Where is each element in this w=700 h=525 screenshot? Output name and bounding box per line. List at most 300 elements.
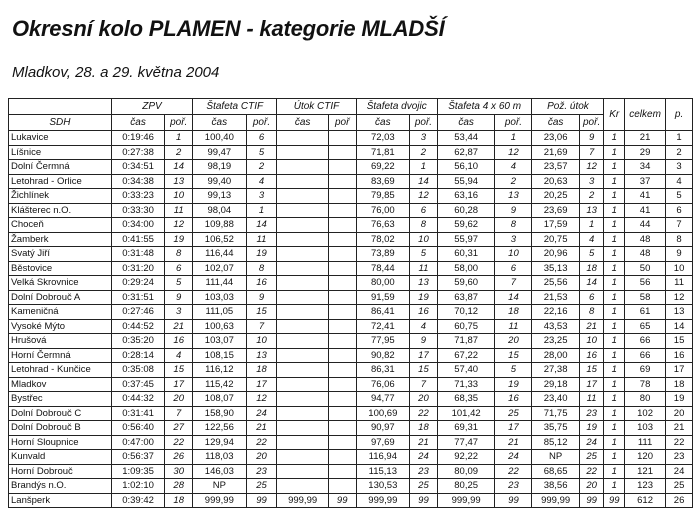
fire-attack-rank: 24	[579, 435, 604, 450]
table-row	[9, 160, 693, 175]
header-poradi: p.	[666, 99, 693, 131]
category: 99	[604, 493, 625, 508]
pair-relay-rank: 99	[410, 493, 438, 508]
pair-relay-time: 100,69	[356, 406, 409, 421]
relay-4x60-rank: 4	[495, 160, 532, 175]
relay-4x60-rank: 1	[495, 131, 532, 146]
ctif-attack-rank	[328, 363, 356, 378]
fire-attack-time: 23,25	[532, 334, 579, 349]
ctif-relay-time: 100,63	[193, 319, 246, 334]
fire-attack-time: 27,38	[532, 363, 579, 378]
final-rank: 8	[666, 232, 693, 247]
fire-attack-rank: 17	[579, 377, 604, 392]
total-points: 41	[625, 203, 666, 218]
fire-attack-rank: 1	[579, 218, 604, 233]
total-points: 41	[625, 189, 666, 204]
fire-attack-rank: 99	[579, 493, 604, 508]
header-empty	[9, 99, 112, 115]
category: 1	[604, 334, 625, 349]
fire-attack-time: 28,00	[532, 348, 579, 363]
fire-attack-rank: 2	[579, 189, 604, 204]
ctif-relay-rank: 21	[246, 421, 277, 436]
zpv-time: 0:35:20	[111, 334, 164, 349]
zpv-time: 1:09:35	[111, 464, 164, 479]
total-points: 37	[625, 174, 666, 189]
category: 1	[604, 218, 625, 233]
zpv-time: 0:31:41	[111, 406, 164, 421]
category: 1	[604, 290, 625, 305]
header-por: poř	[328, 115, 356, 131]
fire-attack-time: 20,63	[532, 174, 579, 189]
ctif-relay-rank: 13	[246, 348, 277, 363]
ctif-relay-time: 108,07	[193, 392, 246, 407]
zpv-time: 0:34:51	[111, 160, 164, 175]
relay-4x60-rank: 11	[495, 319, 532, 334]
fire-attack-rank: 12	[579, 160, 604, 175]
header-zpv: ZPV	[111, 99, 192, 115]
pair-relay-time: 76,00	[356, 203, 409, 218]
ctif-attack-rank	[328, 232, 356, 247]
category: 1	[604, 319, 625, 334]
relay-4x60-rank: 17	[495, 421, 532, 436]
final-rank: 23	[666, 450, 693, 465]
zpv-rank: 3	[165, 305, 193, 320]
zpv-rank: 9	[165, 290, 193, 305]
team-name: Lukavice	[9, 131, 112, 146]
zpv-rank: 15	[165, 363, 193, 378]
zpv-time: 0:19:46	[111, 131, 164, 146]
team-name: Choceň	[9, 218, 112, 233]
pair-relay-time: 116,94	[356, 450, 409, 465]
ctif-attack-time	[277, 232, 328, 247]
ctif-relay-rank: 3	[246, 189, 277, 204]
total-points: 48	[625, 232, 666, 247]
pair-relay-time: 86,41	[356, 305, 409, 320]
fire-attack-rank: 20	[579, 479, 604, 494]
final-rank: 5	[666, 189, 693, 204]
ctif-attack-time	[277, 131, 328, 146]
team-name: Dolní Čermná	[9, 160, 112, 175]
ctif-relay-time: 116,44	[193, 247, 246, 262]
team-name: Bystřec	[9, 392, 112, 407]
ctif-relay-rank: 1	[246, 203, 277, 218]
fire-attack-time: 22,16	[532, 305, 579, 320]
final-rank: 24	[666, 464, 693, 479]
ctif-attack-rank	[328, 392, 356, 407]
fire-attack-time: 21,53	[532, 290, 579, 305]
relay-4x60-rank: 14	[495, 290, 532, 305]
ctif-attack-time: 999,99	[277, 493, 328, 508]
ctif-relay-rank: 4	[246, 174, 277, 189]
team-name: Žamberk	[9, 232, 112, 247]
pair-relay-rank: 19	[410, 290, 438, 305]
ctif-relay-rank: 6	[246, 131, 277, 146]
pair-relay-time: 83,69	[356, 174, 409, 189]
ctif-relay-time: 99,47	[193, 145, 246, 160]
fire-attack-time: 43,53	[532, 319, 579, 334]
zpv-time: 0:29:24	[111, 276, 164, 291]
ctif-relay-time: 118,03	[193, 450, 246, 465]
total-points: 120	[625, 450, 666, 465]
team-name: Žichlínek	[9, 189, 112, 204]
final-rank: 4	[666, 174, 693, 189]
category: 1	[604, 406, 625, 421]
zpv-time: 1:02:10	[111, 479, 164, 494]
zpv-time: 0:31:51	[111, 290, 164, 305]
page-title: Okresní kolo PLAMEN - kategorie MLADŠÍ	[12, 16, 445, 41]
fire-attack-time: 21,69	[532, 145, 579, 160]
ctif-attack-time	[277, 203, 328, 218]
team-name: Mladkov	[9, 377, 112, 392]
zpv-rank: 6	[165, 261, 193, 276]
zpv-time: 0:35:08	[111, 363, 164, 378]
ctif-attack-time	[277, 377, 328, 392]
table-row	[9, 189, 693, 204]
ctif-attack-time	[277, 160, 328, 175]
header-cas: čas	[437, 115, 495, 131]
ctif-attack-rank	[328, 464, 356, 479]
fire-attack-time: 20,75	[532, 232, 579, 247]
ctif-relay-time: 102,07	[193, 261, 246, 276]
ctif-attack-time	[277, 174, 328, 189]
pair-relay-time: 71,81	[356, 145, 409, 160]
category: 1	[604, 174, 625, 189]
pair-relay-rank: 10	[410, 232, 438, 247]
pair-relay-rank: 8	[410, 218, 438, 233]
header-kr: Kr	[604, 99, 625, 131]
fire-attack-rank: 22	[579, 464, 604, 479]
ctif-relay-time: 108,15	[193, 348, 246, 363]
ctif-relay-rank: 11	[246, 232, 277, 247]
ctif-attack-rank	[328, 218, 356, 233]
header-cas: čas	[111, 115, 164, 131]
header-utok-ctif: Útok CTIF	[277, 99, 356, 115]
ctif-attack-rank	[328, 290, 356, 305]
ctif-attack-time	[277, 276, 328, 291]
ctif-attack-rank	[328, 276, 356, 291]
ctif-attack-time	[277, 464, 328, 479]
ctif-attack-rank	[328, 203, 356, 218]
relay-4x60-time: 53,44	[437, 131, 495, 146]
ctif-relay-rank: 23	[246, 464, 277, 479]
team-name: Běstovice	[9, 261, 112, 276]
fire-attack-rank: 18	[579, 261, 604, 276]
pair-relay-time: 115,13	[356, 464, 409, 479]
header-cas: čas	[277, 115, 328, 131]
category: 1	[604, 145, 625, 160]
zpv-rank: 21	[165, 319, 193, 334]
fire-attack-rank: 13	[579, 203, 604, 218]
fire-attack-rank: 7	[579, 145, 604, 160]
category: 1	[604, 131, 625, 146]
total-points: 103	[625, 421, 666, 436]
final-rank: 20	[666, 406, 693, 421]
pair-relay-time: 72,41	[356, 319, 409, 334]
zpv-time: 0:56:37	[111, 450, 164, 465]
pair-relay-time: 72,03	[356, 131, 409, 146]
total-points: 65	[625, 319, 666, 334]
ctif-relay-time: 98,04	[193, 203, 246, 218]
fire-attack-rank: 3	[579, 174, 604, 189]
pair-relay-time: 90,97	[356, 421, 409, 436]
ctif-attack-time	[277, 261, 328, 276]
relay-4x60-rank: 9	[495, 203, 532, 218]
pair-relay-time: 80,00	[356, 276, 409, 291]
relay-4x60-time: 68,35	[437, 392, 495, 407]
ctif-attack-rank	[328, 450, 356, 465]
header-cas: čas	[193, 115, 246, 131]
pair-relay-rank: 25	[410, 479, 438, 494]
ctif-attack-time	[277, 189, 328, 204]
ctif-attack-time	[277, 218, 328, 233]
pair-relay-time: 94,77	[356, 392, 409, 407]
ctif-attack-rank	[328, 189, 356, 204]
fire-attack-rank: 9	[579, 131, 604, 146]
relay-4x60-time: 69,31	[437, 421, 495, 436]
final-rank: 3	[666, 160, 693, 175]
team-name: Vysoké Mýto	[9, 319, 112, 334]
ctif-attack-rank	[328, 145, 356, 160]
fire-attack-rank: 21	[579, 319, 604, 334]
final-rank: 9	[666, 247, 693, 262]
ctif-relay-rank: 24	[246, 406, 277, 421]
ctif-attack-rank: 99	[328, 493, 356, 508]
total-points: 66	[625, 334, 666, 349]
zpv-time: 0:44:52	[111, 319, 164, 334]
pair-relay-rank: 17	[410, 348, 438, 363]
pair-relay-rank: 24	[410, 450, 438, 465]
table-row	[9, 392, 693, 407]
ctif-relay-time: 103,03	[193, 290, 246, 305]
relay-4x60-time: 80,25	[437, 479, 495, 494]
zpv-rank: 22	[165, 435, 193, 450]
category: 1	[604, 247, 625, 262]
relay-4x60-rank: 3	[495, 232, 532, 247]
category: 1	[604, 160, 625, 175]
relay-4x60-time: 60,75	[437, 319, 495, 334]
relay-4x60-rank: 13	[495, 189, 532, 204]
total-points: 69	[625, 363, 666, 378]
ctif-relay-rank: 5	[246, 145, 277, 160]
ctif-relay-rank: 15	[246, 305, 277, 320]
zpv-time: 0:44:32	[111, 392, 164, 407]
relay-4x60-time: 60,31	[437, 247, 495, 262]
total-points: 44	[625, 218, 666, 233]
pair-relay-time: 79,85	[356, 189, 409, 204]
table-row	[9, 319, 693, 334]
ctif-relay-time: 106,52	[193, 232, 246, 247]
category: 1	[604, 363, 625, 378]
table-row	[9, 218, 693, 233]
final-rank: 11	[666, 276, 693, 291]
total-points: 123	[625, 479, 666, 494]
fire-attack-time: 23,40	[532, 392, 579, 407]
fire-attack-time: 68,65	[532, 464, 579, 479]
zpv-rank: 20	[165, 392, 193, 407]
header-poz-utok: Pož. útok	[532, 99, 604, 115]
zpv-time: 0:33:23	[111, 189, 164, 204]
pair-relay-time: 97,69	[356, 435, 409, 450]
team-name: Svatý Jiří	[9, 247, 112, 262]
table-row	[9, 247, 693, 262]
zpv-time: 0:28:14	[111, 348, 164, 363]
category: 1	[604, 479, 625, 494]
ctif-attack-rank	[328, 334, 356, 349]
zpv-rank: 4	[165, 348, 193, 363]
final-rank: 7	[666, 218, 693, 233]
total-points: 48	[625, 247, 666, 262]
ctif-attack-time	[277, 392, 328, 407]
relay-4x60-rank: 12	[495, 145, 532, 160]
ctif-attack-rank	[328, 247, 356, 262]
category: 1	[604, 392, 625, 407]
ctif-relay-time: 122,56	[193, 421, 246, 436]
zpv-rank: 14	[165, 160, 193, 175]
ctif-relay-rank: 2	[246, 160, 277, 175]
table-row	[9, 131, 693, 146]
category: 1	[604, 435, 625, 450]
ctif-relay-time: 109,88	[193, 218, 246, 233]
pair-relay-rank: 9	[410, 334, 438, 349]
fire-attack-rank: 4	[579, 232, 604, 247]
ctif-attack-time	[277, 450, 328, 465]
ctif-attack-rank	[328, 406, 356, 421]
ctif-relay-time: 146,03	[193, 464, 246, 479]
final-rank: 26	[666, 493, 693, 508]
category: 1	[604, 232, 625, 247]
final-rank: 18	[666, 377, 693, 392]
final-rank: 13	[666, 305, 693, 320]
fire-attack-time: NP	[532, 450, 579, 465]
ctif-relay-time: 158,90	[193, 406, 246, 421]
zpv-time: 0:37:45	[111, 377, 164, 392]
fire-attack-rank: 11	[579, 392, 604, 407]
pair-relay-time: 76,06	[356, 377, 409, 392]
relay-4x60-time: 56,10	[437, 160, 495, 175]
zpv-rank: 2	[165, 145, 193, 160]
total-points: 58	[625, 290, 666, 305]
zpv-time: 0:27:46	[111, 305, 164, 320]
relay-4x60-time: 71,87	[437, 334, 495, 349]
ctif-relay-rank: 17	[246, 377, 277, 392]
category: 1	[604, 450, 625, 465]
fire-attack-time: 999,99	[532, 493, 579, 508]
team-name: Horní Čermná	[9, 348, 112, 363]
team-name: Letohrad - Kunčice	[9, 363, 112, 378]
total-points: 34	[625, 160, 666, 175]
fire-attack-rank: 16	[579, 348, 604, 363]
relay-4x60-rank: 8	[495, 218, 532, 233]
ctif-relay-rank: 10	[246, 334, 277, 349]
header-por: poř.	[579, 115, 604, 131]
ctif-relay-rank: 16	[246, 276, 277, 291]
pair-relay-rank: 20	[410, 392, 438, 407]
zpv-rank: 19	[165, 232, 193, 247]
pair-relay-time: 91,59	[356, 290, 409, 305]
relay-4x60-rank: 21	[495, 435, 532, 450]
header-cas: čas	[356, 115, 409, 131]
total-points: 50	[625, 261, 666, 276]
fire-attack-rank: 6	[579, 290, 604, 305]
total-points: 56	[625, 276, 666, 291]
table-row	[9, 435, 693, 450]
relay-4x60-time: 101,42	[437, 406, 495, 421]
final-rank: 22	[666, 435, 693, 450]
pair-relay-time: 77,95	[356, 334, 409, 349]
ctif-relay-rank: 7	[246, 319, 277, 334]
pair-relay-rank: 5	[410, 247, 438, 262]
fire-attack-time: 23,06	[532, 131, 579, 146]
header-cas: čas	[532, 115, 579, 131]
ctif-relay-rank: 18	[246, 363, 277, 378]
zpv-rank: 26	[165, 450, 193, 465]
zpv-rank: 8	[165, 247, 193, 262]
ctif-relay-time: 111,05	[193, 305, 246, 320]
ctif-relay-rank: 25	[246, 479, 277, 494]
ctif-attack-rank	[328, 160, 356, 175]
total-points: 61	[625, 305, 666, 320]
fire-attack-time: 23,69	[532, 203, 579, 218]
event-subtitle: Mladkov, 28. a 29. května 2004	[12, 64, 220, 81]
ctif-relay-time: 115,42	[193, 377, 246, 392]
zpv-rank: 13	[165, 174, 193, 189]
total-points: 21	[625, 131, 666, 146]
zpv-time: 0:34:00	[111, 218, 164, 233]
team-name: Lanšperk	[9, 493, 112, 508]
zpv-rank: 10	[165, 189, 193, 204]
fire-attack-rank: 25	[579, 450, 604, 465]
pair-relay-time: 86,31	[356, 363, 409, 378]
relay-4x60-time: 92,22	[437, 450, 495, 465]
table-row	[9, 290, 693, 305]
fire-attack-time: 85,12	[532, 435, 579, 450]
relay-4x60-time: 67,22	[437, 348, 495, 363]
zpv-rank: 30	[165, 464, 193, 479]
category: 1	[604, 464, 625, 479]
relay-4x60-rank: 19	[495, 377, 532, 392]
pair-relay-time: 69,22	[356, 160, 409, 175]
relay-4x60-rank: 18	[495, 305, 532, 320]
zpv-time: 0:27:38	[111, 145, 164, 160]
ctif-relay-rank: 14	[246, 218, 277, 233]
relay-4x60-time: 60,28	[437, 203, 495, 218]
table-row	[9, 174, 693, 189]
table-row	[9, 334, 693, 349]
table-row	[9, 406, 693, 421]
relay-4x60-time: 71,33	[437, 377, 495, 392]
ctif-attack-time	[277, 247, 328, 262]
zpv-rank: 7	[165, 406, 193, 421]
pair-relay-rank: 11	[410, 261, 438, 276]
zpv-rank: 17	[165, 377, 193, 392]
ctif-relay-rank: 22	[246, 435, 277, 450]
zpv-rank: 18	[165, 493, 193, 508]
fire-attack-time: 38,56	[532, 479, 579, 494]
ctif-relay-rank: 20	[246, 450, 277, 465]
fire-attack-rank: 23	[579, 406, 604, 421]
header-por: poř.	[165, 115, 193, 131]
table-row	[9, 363, 693, 378]
ctif-attack-time	[277, 290, 328, 305]
ctif-attack-rank	[328, 348, 356, 363]
ctif-attack-rank	[328, 174, 356, 189]
pair-relay-time: 73,89	[356, 247, 409, 262]
header-por: poř.	[495, 115, 532, 131]
ctif-relay-rank: 8	[246, 261, 277, 276]
category: 1	[604, 421, 625, 436]
pair-relay-time: 78,44	[356, 261, 409, 276]
ctif-relay-time: 103,07	[193, 334, 246, 349]
